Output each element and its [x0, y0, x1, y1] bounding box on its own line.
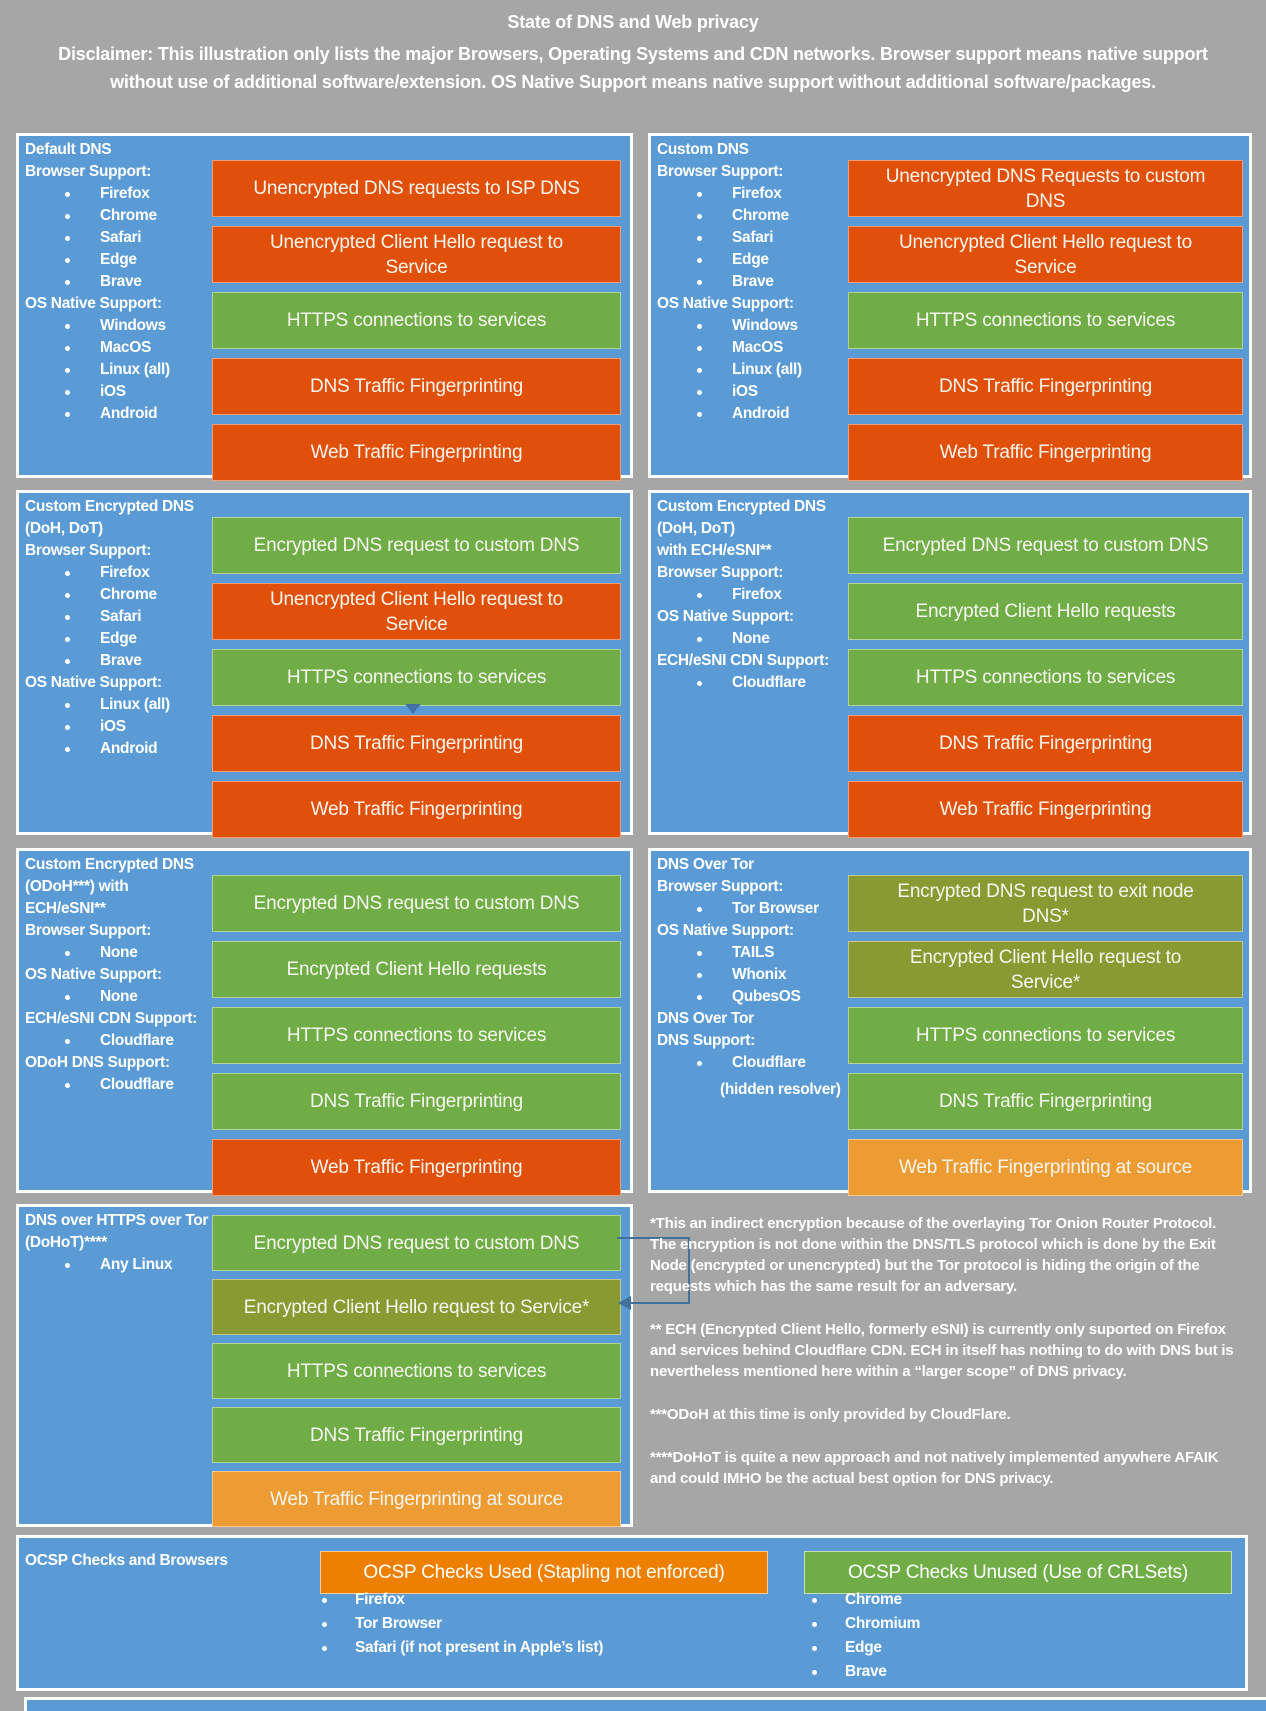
bullet-item-label: Linux (all): [100, 696, 170, 713]
panel-section-label: OS Native Support:: [25, 966, 162, 983]
bullet-icon: [65, 637, 70, 642]
status-bar-good: DNS Traffic Fingerprinting: [848, 1073, 1243, 1130]
ocsp-used-header: OCSP Checks Used (Stapling not enforced): [320, 1551, 768, 1594]
status-bar-good: Encrypted DNS request to custom DNS: [212, 875, 621, 932]
status-bar-bad: Unencrypted DNS requests to ISP DNS: [212, 160, 621, 217]
panel-title: Default DNS: [25, 141, 112, 158]
bullet-item-label: Firefox: [732, 185, 782, 202]
panel-section-label: Browser Support:: [657, 878, 784, 895]
status-bar-bad: Web Traffic Fingerprinting: [848, 424, 1243, 481]
status-bar-bad: DNS Traffic Fingerprinting: [848, 715, 1243, 772]
ocsp-browser-label: Brave: [845, 1663, 887, 1680]
bullet-item-label: Android: [732, 405, 790, 422]
bullet-item-label: Firefox: [732, 586, 782, 603]
bullet-icon: [65, 659, 70, 664]
bullet-icon: [65, 1083, 70, 1088]
bullet-icon: [697, 637, 702, 642]
bullet-item-label: Chrome: [100, 207, 157, 224]
bullet-icon: [65, 747, 70, 752]
panel-title: (DoHoT)****: [25, 1234, 107, 1251]
panel-section-label: DNS Support:: [657, 1032, 755, 1049]
panel-label-column: [654, 854, 864, 1101]
panel-label-column: [654, 139, 864, 425]
status-bar-bad: Web Traffic Fingerprinting: [212, 424, 621, 481]
bullet-item-label: Safari: [100, 608, 142, 625]
status-bar-bad: Unencrypted DNS Requests to custom DNS: [848, 160, 1243, 217]
status-bar-good: Encrypted DNS request to custom DNS: [212, 517, 621, 574]
status-bar-good: HTTPS connections to services: [848, 292, 1243, 349]
bullet-item-label: iOS: [100, 718, 126, 735]
panel-section-label: OS Native Support:: [25, 674, 162, 691]
footnote: *This an indirect encryption because of the overlaying Tor Onion Router Protocol. The encryption is not done within the DNS/TLS protocol which is done by the Exit Node (encrypted or unencrypted) but the Tor protocol is hiding the origin of the requests which has the same result for an adversary.: [650, 1215, 1217, 1295]
bullet-item-label: Cloudflare: [100, 1032, 174, 1049]
page-title: State of DNS and Web privacy: [507, 12, 759, 32]
bullet-icon: [697, 995, 702, 1000]
status-bar-good: HTTPS connections to services: [212, 1007, 621, 1064]
status-bar-good: HTTPS connections to services: [848, 649, 1243, 706]
bullet-icon: [65, 1263, 70, 1268]
panel-section-label: ECH/eSNI CDN Support:: [657, 652, 829, 669]
bullet-icon: [65, 368, 70, 373]
bullet-icon: [65, 258, 70, 263]
bullet-icon: [697, 412, 702, 417]
bullet-icon: [65, 571, 70, 576]
footnote: ***ODoH at this time is only provided by CloudFlare.: [650, 1406, 1011, 1423]
ocsp-list-item: [812, 1591, 902, 1609]
panel-section-label: DNS Over Tor: [657, 1010, 754, 1027]
panel-custom-encrypted-dns-odoh: [16, 848, 633, 1193]
panel-section-label: ECH/eSNI CDN Support:: [25, 1010, 197, 1027]
panel-section-label: Browser Support:: [657, 163, 784, 180]
status-bar-good: HTTPS connections to services: [212, 649, 621, 706]
bullet-item-label: Windows: [732, 317, 798, 334]
status-bar-bad: Unencrypted Client Hello request to Service: [212, 226, 621, 283]
bullet-item-label: Firefox: [100, 564, 150, 581]
cutoff-panel-strip: [24, 1697, 1266, 1711]
bullet-icon: [322, 1622, 327, 1627]
bullet-item-label: Edge: [100, 630, 137, 647]
panel-title: (DoH, DoT): [657, 520, 735, 537]
status-bar-warn: Web Traffic Fingerprinting at source: [848, 1139, 1243, 1196]
bullet-icon: [65, 725, 70, 730]
bullet-item-label: Windows: [100, 317, 166, 334]
panel-custom-encrypted-dns-ech: [648, 490, 1252, 835]
bullet-item-label: Edge: [732, 251, 769, 268]
status-bar-partial: Encrypted DNS request to exit node DNS*: [848, 875, 1243, 932]
status-bar-good: Encrypted Client Hello requests: [848, 583, 1243, 640]
panel-section-label: Browser Support:: [25, 163, 152, 180]
panel-title: DNS Over Tor: [657, 856, 754, 873]
status-bar-good: DNS Traffic Fingerprinting: [212, 1073, 621, 1130]
bullet-icon: [65, 703, 70, 708]
bullet-icon: [697, 951, 702, 956]
status-bar-partial: Encrypted Client Hello request to Service*: [848, 941, 1243, 998]
bullet-item-label: Cloudflare: [732, 1054, 806, 1071]
ocsp-browser-label: Chromium: [845, 1615, 921, 1632]
bullet-item-label: Brave: [100, 273, 142, 290]
bullet-icon: [65, 412, 70, 417]
panel-label-column: [654, 496, 864, 694]
bullet-icon: [697, 192, 702, 197]
panel-custom-encrypted-dns: [16, 490, 633, 835]
ocsp-browser-label: Tor Browser: [355, 1615, 442, 1632]
panel-default-dns: [16, 133, 633, 478]
bullet-icon: [697, 346, 702, 351]
bullet-icon: [65, 280, 70, 285]
footnote: ** ECH (Encrypted Client Hello, formerly eSNI) is currently only suported on Firefox and services behind Cloudflare CDN. ECH in itself has nothing to do with DNS but is nevertheless mentioned here within a “larger scope” of DNS privacy.: [650, 1321, 1234, 1380]
status-bar-bad: Web Traffic Fingerprinting: [212, 1139, 621, 1196]
panel-ocsp-checks: [16, 1535, 1248, 1691]
bullet-icon: [65, 324, 70, 329]
status-bar-bad: DNS Traffic Fingerprinting: [848, 358, 1243, 415]
bullet-icon: [322, 1598, 327, 1603]
panel-label-column: [22, 854, 232, 1096]
bullet-icon: [697, 390, 702, 395]
bullet-icon: [697, 258, 702, 263]
bullet-icon: [65, 390, 70, 395]
ocsp-browser-label: Chrome: [845, 1591, 902, 1608]
panel-title: Custom Encrypted DNS: [25, 856, 194, 873]
bullet-item-label: Brave: [732, 273, 774, 290]
panel-section-label: Browser Support:: [25, 922, 152, 939]
bullet-icon: [697, 1061, 702, 1066]
status-bar-bad: DNS Traffic Fingerprinting: [212, 358, 621, 415]
status-bar-good: Encrypted Client Hello requests: [212, 941, 621, 998]
bullet-icon: [65, 214, 70, 219]
status-bar-good: HTTPS connections to services: [212, 1343, 621, 1399]
ocsp-browser-label: Firefox: [355, 1591, 405, 1608]
panel-label-column: [22, 496, 232, 760]
status-bar-bad: Web Traffic Fingerprinting: [848, 781, 1243, 838]
bullet-icon: [812, 1622, 817, 1627]
bullet-item-label: Cloudflare: [100, 1076, 174, 1093]
bullet-item-label: None: [732, 630, 770, 647]
bullet-item-label: None: [100, 944, 138, 961]
bullet-item-label: QubesOS: [732, 988, 801, 1005]
bullet-icon: [322, 1646, 327, 1651]
bullet-item-label: Linux (all): [732, 361, 802, 378]
status-bar-warn: Web Traffic Fingerprinting at source: [212, 1471, 621, 1527]
bullet-item-label: Edge: [100, 251, 137, 268]
bullet-icon: [697, 236, 702, 241]
bullet-item-label: Whonix: [732, 966, 787, 983]
status-bar-good: Encrypted DNS request to custom DNS: [212, 1215, 621, 1271]
footnote: ****DoHoT is quite a new approach and not natively implemented anywhere AFAIK and could IMHO be the actual best option for DNS privacy.: [650, 1449, 1219, 1487]
bullet-item-label: MacOS: [732, 339, 784, 356]
ocsp-browser-label: Edge: [845, 1639, 882, 1656]
panel-title: (DoH, DoT): [25, 520, 103, 537]
panel-section-label: OS Native Support:: [657, 922, 794, 939]
status-bar-bad: Unencrypted Client Hello request to Service: [212, 583, 621, 640]
panel-note: (hidden resolver): [720, 1081, 841, 1098]
panel-dohot: [16, 1204, 633, 1527]
bullet-item-label: Android: [100, 740, 158, 757]
bullet-icon: [812, 1646, 817, 1651]
panel-title: ECH/eSNI**: [25, 900, 106, 917]
ocsp-list-item: [812, 1615, 920, 1633]
footnotes-block: [650, 1204, 1236, 1511]
bullet-item-label: TAILS: [732, 944, 775, 961]
panel-section-label: OS Native Support:: [657, 608, 794, 625]
bullet-icon: [65, 995, 70, 1000]
ocsp-list-item: [812, 1639, 882, 1657]
panel-section-label: Browser Support:: [25, 542, 152, 559]
panel-custom-dns: [648, 133, 1252, 478]
bullet-item-label: Chrome: [100, 586, 157, 603]
panel-title: Custom DNS: [657, 141, 749, 158]
bullet-item-label: Brave: [100, 652, 142, 669]
bullet-icon: [65, 346, 70, 351]
panel-title: Custom Encrypted DNS: [25, 498, 194, 515]
panel-title: DNS over HTTPS over Tor: [25, 1212, 209, 1229]
panel-section-label: Browser Support:: [657, 564, 784, 581]
bullet-item-label: Chrome: [732, 207, 789, 224]
status-bar-bad: Unencrypted Client Hello request to Service: [848, 226, 1243, 283]
ocsp-list-item: [322, 1591, 405, 1609]
status-bar-good: DNS Traffic Fingerprinting: [212, 1407, 621, 1463]
bullet-item-label: iOS: [732, 383, 758, 400]
pointer-triangle-icon: [405, 704, 421, 714]
bullet-icon: [697, 324, 702, 329]
bullet-item-label: Firefox: [100, 185, 150, 202]
bullet-item-label: Android: [100, 405, 158, 422]
page-disclaimer: Disclaimer: This illustration only lists the major Browsers, Operating Systems and CDN networks. Browser support means native support without use of additional software/extension. OS Native Support means native support without additional software/packages.: [58, 44, 1208, 92]
status-bar-bad: DNS Traffic Fingerprinting: [212, 715, 621, 772]
status-bar-good: Encrypted DNS request to custom DNS: [848, 517, 1243, 574]
bullet-icon: [65, 192, 70, 197]
bullet-icon: [697, 368, 702, 373]
bullet-item-label: Any Linux: [100, 1256, 173, 1273]
bullet-item-label: Cloudflare: [732, 674, 806, 691]
bullet-icon: [812, 1598, 817, 1603]
bullet-icon: [697, 907, 702, 912]
status-bar-partial: Encrypted Client Hello request to Service*: [212, 1279, 621, 1335]
panel-title: with ECH/eSNI**: [657, 542, 772, 559]
bullet-icon: [65, 615, 70, 620]
bullet-icon: [697, 973, 702, 978]
bullet-icon: [697, 681, 702, 686]
panel-label-column: [22, 139, 232, 425]
bullet-item-label: Tor Browser: [732, 900, 819, 917]
bullet-item-label: Linux (all): [100, 361, 170, 378]
status-bar-good: HTTPS connections to services: [212, 292, 621, 349]
ocsp-unused-header: OCSP Checks Unused (Use of CRLSets): [804, 1551, 1232, 1594]
bullet-icon: [697, 280, 702, 285]
panel-title: Custom Encrypted DNS: [657, 498, 826, 515]
bullet-item-label: Safari: [732, 229, 774, 246]
ocsp-list-item: [322, 1615, 442, 1633]
bullet-item-label: None: [100, 988, 138, 1005]
bullet-icon: [65, 1039, 70, 1044]
bullet-item-label: MacOS: [100, 339, 152, 356]
bullet-icon: [812, 1670, 817, 1675]
panel-title: (ODoH***) with: [25, 878, 129, 895]
callout-arrow-icon: [618, 1296, 631, 1310]
panel-dns-over-tor: [648, 848, 1252, 1193]
panel-section-label: ODoH DNS Support:: [25, 1054, 170, 1071]
panel-section-label: OS Native Support:: [25, 295, 162, 312]
bullet-icon: [697, 593, 702, 598]
ocsp-list-item: [812, 1663, 887, 1681]
bullet-icon: [697, 214, 702, 219]
bullet-item-label: iOS: [100, 383, 126, 400]
panel-label-column: [22, 1210, 232, 1276]
bullet-icon: [65, 236, 70, 241]
ocsp-browser-label: Safari (if not present in Apple’s list): [355, 1639, 604, 1656]
bullet-item-label: Safari: [100, 229, 142, 246]
status-bar-bad: Web Traffic Fingerprinting: [212, 781, 621, 838]
panel-section-label: OS Native Support:: [657, 295, 794, 312]
ocsp-title: OCSP Checks and Browsers: [25, 1552, 228, 1569]
bullet-icon: [65, 951, 70, 956]
status-bar-good: HTTPS connections to services: [848, 1007, 1243, 1064]
ocsp-list-item: [322, 1639, 603, 1657]
bullet-icon: [65, 593, 70, 598]
